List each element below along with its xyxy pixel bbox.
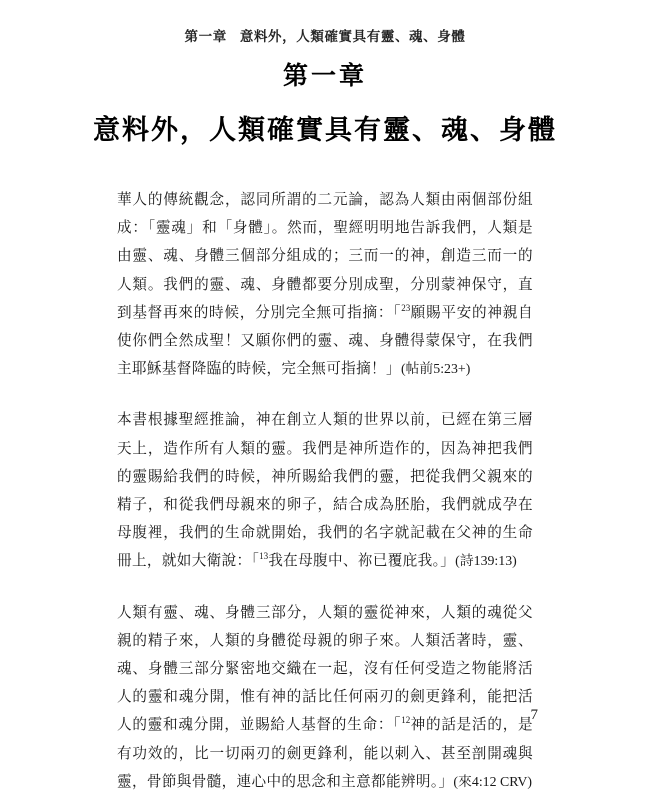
paragraph-1 [117,186,533,384]
paragraph-1-text: 華人的傳統觀念，認同所謂的二元論，認為人類由兩個部份組成：「靈魂」和「身體」。然而，聖經明明地告訴我們，人類是由靈、魂、身體三個部分組成的；三而一的神，創造三而一的人類。我們的靈、魂、身體都要分別成聖，分別蒙神保守，直到基督再來的時候，分別完全無可指摘：「 [117,192,533,321]
paragraph-1-text-after: 願賜平安的神親自使你們全然成聖！又願你們的靈、魂、身體得蒙保守，在我們主耶穌基督降臨的時候，完全無可指摘！」 [117,304,533,378]
paragraph-2-scripture-reference: (詩139:13) [455,554,517,570]
paragraph-3-text-after: 神的話是活的，是有功效的，比一切兩刃的劍更鋒利，能以刺入、甚至剖開魂與靈，骨節與骨髓，連心中的思念和主意都能辨明。」 [117,717,533,790]
paragraph-1-scripture-reference: (帖前5:23+) [400,362,471,378]
page-number: 7 [530,707,538,723]
paragraph-1-verse-number: 23 [401,302,411,313]
paragraph-2-text: 本書根據聖經推論，神在創立人類的世界以前，已經在第三層天上，造作所有人類的靈。我們是神所造作的，因為神把我們的靈賜給我們的時候，神所賜給我們的靈，把從我們父親來的精子，和從我們母親來的卵子，結合成為胚胎，我們就成孕在母腹裡，我們的生命就開始，我們的名字就記載在父神的生命冊上，就如大衛說：「 [117,412,533,570]
chapter-title-block [0,62,650,148]
chapter-heading: 意料外，人類確實具有靈、魂、身體 [93,115,557,145]
paragraph-3-text: 人類有靈、魂、身體三部分，人類的靈從神來，人類的魂從父親的精子來，人類的身體從母親的卵子來。人類活著時，靈、魂、身體三部分緊密地交織在一起，沒有任何受造之物能將活人的靈和魂分開，惟有神的話比任何兩刃的劍更鋒利，能把活人的靈和魂分開，並賜給人基督的生命：「 [117,604,533,734]
paragraph-2-text-after: 我在母腹中、祢已覆庇我。」 [268,553,456,570]
paragraph-3-verse-number: 12 [401,715,411,726]
paragraph-2 [117,406,533,576]
running-header [0,25,650,45]
paragraph-3-scripture-reference: (來4:12 CRV) [453,774,533,790]
paragraph-3 [117,599,533,797]
running-header-chapter-label: 第一章 [184,29,227,44]
paragraph-2-verse-number: 13 [259,551,269,562]
body-text-area [117,186,533,797]
running-header-title: 意料外，人類確實具有靈、魂、身體 [239,29,466,44]
chapter-number: 第一章 [282,63,367,90]
